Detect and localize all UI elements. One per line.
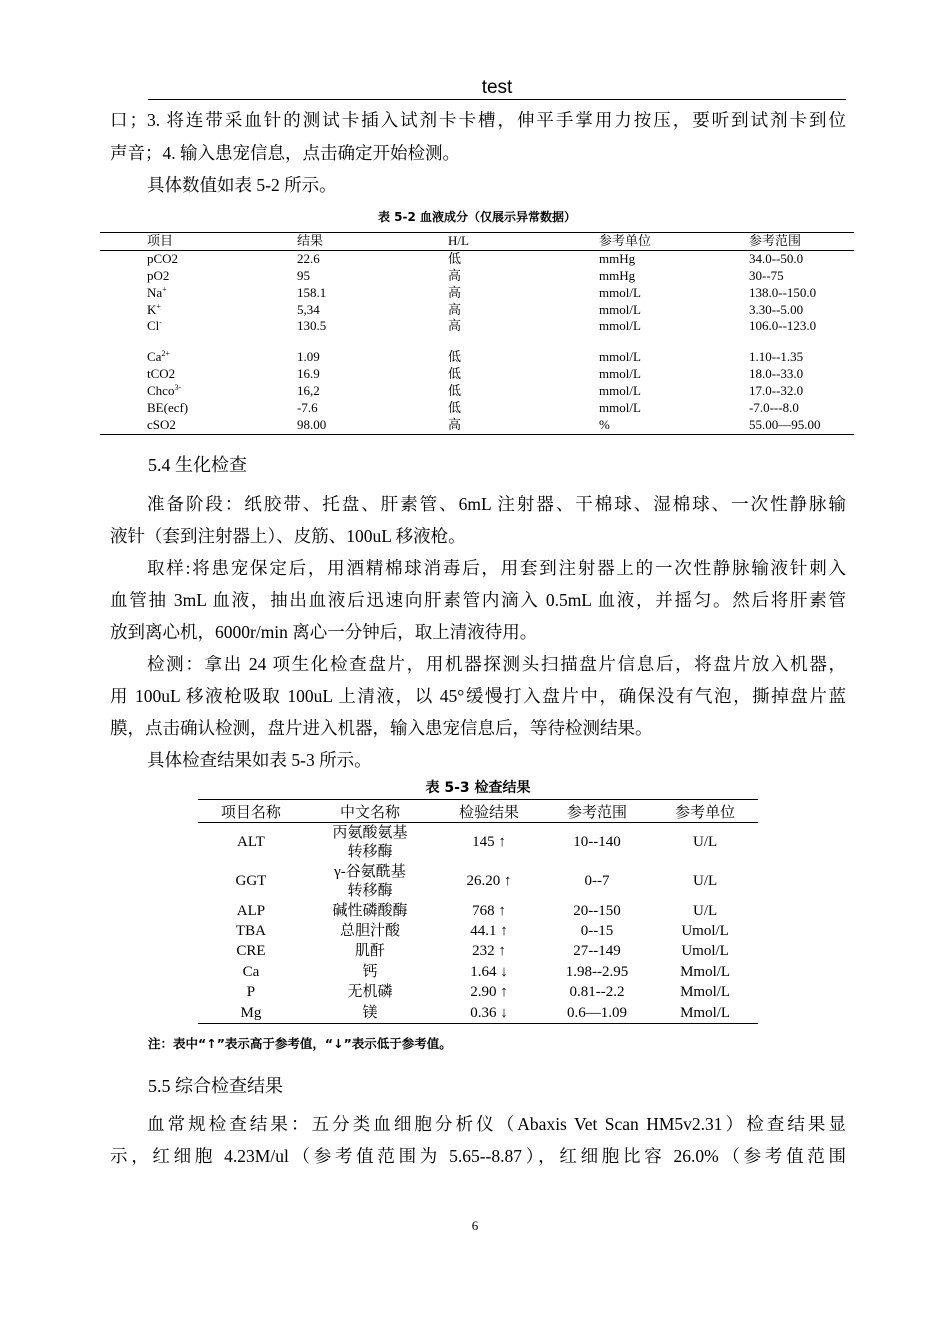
- table-cell: 0.6—1.09: [542, 1003, 652, 1024]
- cell-text: mmol/L: [599, 301, 641, 317]
- table-cell: [436, 983, 542, 1003]
- cell-text: 1.10--1.35: [749, 349, 804, 365]
- table-note: 注：表中“↑”表示高于参考值，“↓”表示低于参考值。: [148, 1036, 452, 1051]
- table-cell: [100, 251, 297, 268]
- table-cell: [448, 417, 599, 434]
- table-cell: Ca: [242, 963, 260, 980]
- paragraph-line: 血常规检查结果：五分类血细胞分析仪（Abaxis Vet Scan HM5v2.31）检查结果显: [147, 1114, 846, 1134]
- paragraph-line: 膜，点击确认检测，盘片进入机器，输入患宠信息后，等待检测结果。: [110, 718, 653, 738]
- arrow-up-icon: ↑: [498, 943, 506, 960]
- paragraph-line: 声音；4. 输入患宠信息，点击确定开始检测。: [110, 143, 460, 163]
- table-cell: [100, 366, 297, 383]
- table-cell: [599, 268, 749, 285]
- table-cell: [436, 962, 542, 982]
- arrow-up-icon: ↑: [498, 902, 506, 919]
- cell-text: pO2: [147, 267, 170, 283]
- paragraph-line: 准备阶段：纸胶带、托盘、肝素管、6mL 注射器、干棉球、湿棉球、一次性静脉输: [147, 494, 846, 514]
- paragraph-line: 口；3. 将连带采血针的测试卡插入试剂卡卡槽，伸平手掌用力按压，要听到试剂卡到位: [110, 110, 846, 130]
- cell-text: cSO2: [147, 416, 176, 432]
- paragraph-line: 具体数值如表 5-2 所示。: [147, 175, 337, 195]
- table-cell: [304, 823, 436, 863]
- table-row: [198, 901, 758, 921]
- cell-text: 1.09: [297, 349, 320, 365]
- page-number: 6: [471, 1218, 479, 1233]
- cell-text: 138.0--150.0: [749, 284, 817, 300]
- table-cell: [100, 302, 297, 319]
- table-row: [198, 823, 758, 863]
- cell-text: Cl: [147, 318, 160, 334]
- arrow-up-icon: ↑: [500, 984, 508, 1001]
- ion-charge: -: [159, 318, 162, 328]
- cell-text: 158.1: [297, 284, 327, 300]
- cell-text: 转移酶: [347, 882, 393, 899]
- section-heading: 5.5 综合检查结果: [148, 1076, 283, 1096]
- cell-text: 低: [448, 366, 462, 382]
- paragraph-line: 用 100uL 移液枪吸取 100uL 上清液，以 45°缓慢打入盘片中，确保没有气泡，撕掉盘片蓝: [110, 686, 846, 706]
- table-cell: [100, 285, 297, 302]
- cell-text: 钙: [362, 963, 378, 980]
- cell-text: 低: [448, 400, 462, 416]
- table-cell: [100, 268, 297, 285]
- cell-text: tCO2: [147, 366, 176, 382]
- table-caption: 表 5-2 血液成分（仅展示异常数据）: [377, 210, 577, 224]
- table-cell: U/L: [692, 873, 718, 889]
- table-cell: [599, 400, 749, 417]
- table-cell: [436, 921, 542, 941]
- table-cell: [448, 318, 599, 335]
- cell-text: 丙氨酸氨基: [332, 824, 408, 841]
- table-cell: [448, 400, 599, 417]
- cell-text: 232: [472, 943, 495, 960]
- table-bottom-rule: [100, 434, 854, 435]
- paragraph-line: 血管抽 3mL 血液，抽出血液后迅速向肝素管内滴入 0.5mL 血液，并摇匀。然后将肝素管: [110, 590, 846, 610]
- table-cell: [297, 302, 448, 319]
- ion-charge: +: [156, 301, 161, 311]
- table-cell: [448, 302, 599, 319]
- table-cell: [599, 383, 749, 400]
- table-row: [198, 942, 758, 962]
- column-header: 中文名称: [304, 800, 436, 823]
- cell-text: 5,34: [297, 301, 320, 317]
- table-cell: [749, 383, 854, 400]
- table-cell: [448, 366, 599, 383]
- table-cell: [448, 285, 599, 302]
- table-cell: P: [246, 984, 256, 1001]
- table-row: [100, 366, 854, 383]
- cell-text: 无机磷: [347, 984, 393, 1001]
- table-cell: [436, 942, 542, 962]
- paragraph-line: 具体检查结果如表 5-3 所示。: [147, 750, 372, 770]
- table-cell: [436, 901, 542, 921]
- ion-charge: 2+: [161, 349, 170, 359]
- table-cell: [599, 366, 749, 383]
- cell-text: 95: [297, 267, 310, 283]
- table-cell: [599, 302, 749, 319]
- table-cell: [304, 983, 436, 1003]
- column-header: 参考单位: [599, 233, 652, 248]
- cell-text: mmol/L: [599, 366, 641, 382]
- cell-text: %: [599, 416, 610, 432]
- table-cell: Umol/L: [681, 923, 729, 940]
- table-cell: [100, 318, 297, 335]
- paragraph-line: 取样:将患宠保定后，用酒精棉球消毒后，用套到注射器上的一次性静脉输液针刺入: [147, 558, 846, 578]
- table-row: [198, 921, 758, 941]
- paragraph-line: 检测：拿出 24 项生化检查盘片，用机器探测头扫描盘片信息后，将盘片放入机器，: [147, 654, 846, 674]
- table-cell: [304, 942, 436, 962]
- cell-text: 0.36: [470, 1004, 497, 1021]
- table-row: [100, 400, 854, 417]
- cell-text: Ca: [147, 349, 162, 365]
- table-cell: [749, 417, 854, 434]
- cell-text: -7.0---8.0: [749, 400, 799, 416]
- cell-text: 17.0--32.0: [749, 383, 804, 399]
- biochemistry-table: [198, 799, 758, 1024]
- table-row: [198, 983, 758, 1003]
- arrow-down-icon: ↓: [500, 1004, 508, 1021]
- cell-text: 16.9: [297, 366, 320, 382]
- table-cell: TBA: [235, 923, 266, 940]
- table-cell: 0--7: [584, 873, 610, 889]
- table-cell: Mmol/L: [652, 1003, 758, 1024]
- table-cell: [304, 1003, 436, 1024]
- table-row: [100, 417, 854, 434]
- table-cell: ALT: [237, 834, 265, 850]
- table-cell: [297, 285, 448, 302]
- table-cell: [297, 349, 448, 366]
- table-cell: [297, 318, 448, 335]
- column-header: 参考单位: [652, 800, 758, 823]
- table-row: [100, 268, 854, 285]
- table-row: [100, 302, 854, 319]
- cell-text: mmol/L: [599, 284, 641, 300]
- table-cell: [599, 318, 749, 335]
- table-cell: [436, 862, 542, 901]
- table-spacer: [100, 335, 854, 349]
- cell-text: mmol/L: [599, 400, 641, 416]
- table-cell: [297, 383, 448, 400]
- cell-text: mmHg: [599, 250, 636, 266]
- table-row: [198, 962, 758, 982]
- cell-text: 3.30--5.00: [749, 301, 804, 317]
- cell-text: BE(ecf): [147, 400, 189, 416]
- table-cell: [100, 349, 297, 366]
- cell-text: 低: [448, 383, 462, 399]
- cell-text: 碱性磷酸酶: [332, 902, 408, 919]
- ion-charge: +: [162, 284, 167, 294]
- cell-text: mmol/L: [599, 318, 641, 334]
- table-cell: ALP: [236, 902, 266, 919]
- table-cell: [100, 400, 297, 417]
- arrow-up-icon: ↑: [498, 834, 506, 850]
- table-cell: 0--15: [580, 923, 614, 940]
- ion-charge: 3-: [174, 383, 182, 393]
- cell-text: 768: [472, 902, 495, 919]
- cell-text: 总胆汁酸: [339, 923, 400, 940]
- cell-text: 高: [448, 416, 462, 432]
- cell-text: 30--75: [749, 267, 784, 283]
- table-cell: [448, 383, 599, 400]
- table-caption: 表 5-3 检查结果: [425, 780, 531, 796]
- cell-text: 高: [448, 284, 462, 300]
- table-header-row: [198, 800, 758, 823]
- cell-text: -7.6: [297, 400, 318, 416]
- cell-text: pCO2: [147, 250, 179, 266]
- column-header: 参考范围: [542, 800, 652, 823]
- table-cell: [448, 268, 599, 285]
- table-cell: U/L: [692, 834, 718, 850]
- cell-text: 肌酐: [354, 943, 385, 960]
- table-cell: U/L: [692, 902, 718, 919]
- table-cell: [599, 251, 749, 268]
- table-cell: Mg: [198, 1003, 304, 1024]
- blood-gas-table: [100, 232, 854, 435]
- table-cell: [297, 268, 448, 285]
- paragraph-line: 放到离心机，6000r/min 离心一分钟后，取上清液待用。: [110, 622, 538, 642]
- cell-text: 转移酶: [347, 843, 393, 860]
- table-row: [100, 285, 854, 302]
- cell-text: 18.0--33.0: [749, 366, 804, 382]
- table-cell: 27--149: [573, 943, 621, 960]
- cell-text: Chco: [147, 383, 175, 399]
- table-row: [100, 349, 854, 366]
- cell-text: 22.6: [297, 250, 320, 266]
- column-header: 参考范围: [749, 233, 802, 248]
- table-header-row: [100, 233, 854, 250]
- table-body: [198, 823, 758, 1024]
- cell-text: mmHg: [599, 267, 636, 283]
- arrow-up-icon: ↑: [500, 923, 508, 940]
- table-cell: [100, 383, 297, 400]
- cell-text: mmol/L: [599, 383, 641, 399]
- table-row: [100, 251, 854, 268]
- cell-text: 高: [448, 301, 462, 317]
- table-cell: Mmol/L: [680, 963, 731, 980]
- table-row: [198, 1003, 758, 1024]
- cell-text: 55.00—95.00: [749, 416, 821, 432]
- cell-text: 16,2: [297, 383, 320, 399]
- header-rule: [148, 99, 846, 100]
- column-header: 项目名称: [198, 800, 304, 823]
- cell-text: 130.5: [297, 318, 327, 334]
- table-row: [198, 862, 758, 901]
- table-cell: [436, 823, 542, 863]
- cell-text: Na: [147, 284, 163, 300]
- table-cell: Umol/L: [681, 943, 729, 960]
- table-cell: [599, 285, 749, 302]
- table-cell: [599, 417, 749, 434]
- section-heading: 5.4 生化检查: [148, 455, 247, 475]
- cell-text: 2.90: [470, 984, 497, 1001]
- cell-text: 高: [448, 318, 462, 334]
- table-cell: [297, 417, 448, 434]
- table-cell: [599, 349, 749, 366]
- cell-text: 镁: [362, 1004, 378, 1021]
- cell-text: 44.1: [470, 923, 497, 940]
- arrow-up-icon: ↑: [504, 873, 512, 889]
- table-cell: 20--150: [573, 902, 621, 919]
- table-cell: 10--140: [573, 834, 621, 850]
- table-cell: [749, 400, 854, 417]
- cell-text: 高: [448, 267, 462, 283]
- cell-text: 低: [448, 349, 462, 365]
- table-cell: [297, 366, 448, 383]
- table-cell: [749, 251, 854, 268]
- column-header: 检验结果: [436, 800, 542, 823]
- cell-text: 98.00: [297, 416, 327, 432]
- table-cell: [297, 251, 448, 268]
- table-cell: [749, 302, 854, 319]
- table-cell: [304, 862, 436, 901]
- table-cell: [304, 901, 436, 921]
- running-header: test: [481, 77, 513, 98]
- table-cell: [297, 400, 448, 417]
- table-cell: Mmol/L: [680, 984, 731, 1001]
- cell-text: mmol/L: [599, 349, 641, 365]
- table-cell: [448, 251, 599, 268]
- table-cell: 1.98--2.95: [565, 963, 629, 980]
- table-cell: GGT: [235, 873, 267, 889]
- cell-text: γ-谷氨酰基: [334, 863, 406, 880]
- table-cell: [304, 962, 436, 982]
- cell-text: 145: [472, 834, 495, 850]
- table-body: [100, 251, 854, 434]
- table-row: [100, 318, 854, 335]
- table-cell: [436, 1003, 542, 1024]
- cell-text: K: [147, 301, 157, 317]
- paragraph-line: 示，红细胞 4.23M/ul（参考值范围为 5.65--8.87），红细胞比容 26.0%（参考值范围: [110, 1146, 846, 1166]
- cell-text: 低: [448, 250, 462, 266]
- cell-text: 1.64: [470, 963, 497, 980]
- cell-text: 26.20: [466, 873, 501, 889]
- arrow-down-icon: ↓: [500, 963, 508, 980]
- table-cell: [749, 366, 854, 383]
- table-cell: [100, 417, 297, 434]
- paragraph-line: 液针（套到注射器上）、皮筋、100uL 移液枪。: [110, 526, 466, 546]
- table-cell: [749, 318, 854, 335]
- table-cell: [304, 921, 436, 941]
- table-row: [100, 383, 854, 400]
- cell-text: 106.0--123.0: [749, 318, 817, 334]
- table-cell: [749, 268, 854, 285]
- table-cell: CRE: [236, 943, 266, 960]
- column-header: H/L: [448, 233, 469, 248]
- table-cell: [448, 349, 599, 366]
- table-cell: [749, 349, 854, 366]
- column-header: 项目: [147, 233, 174, 248]
- table-cell: [749, 285, 854, 302]
- cell-text: 34.0--50.0: [749, 250, 804, 266]
- table-cell: 0.81--2.2: [569, 984, 625, 1001]
- column-header: 结果: [297, 233, 324, 248]
